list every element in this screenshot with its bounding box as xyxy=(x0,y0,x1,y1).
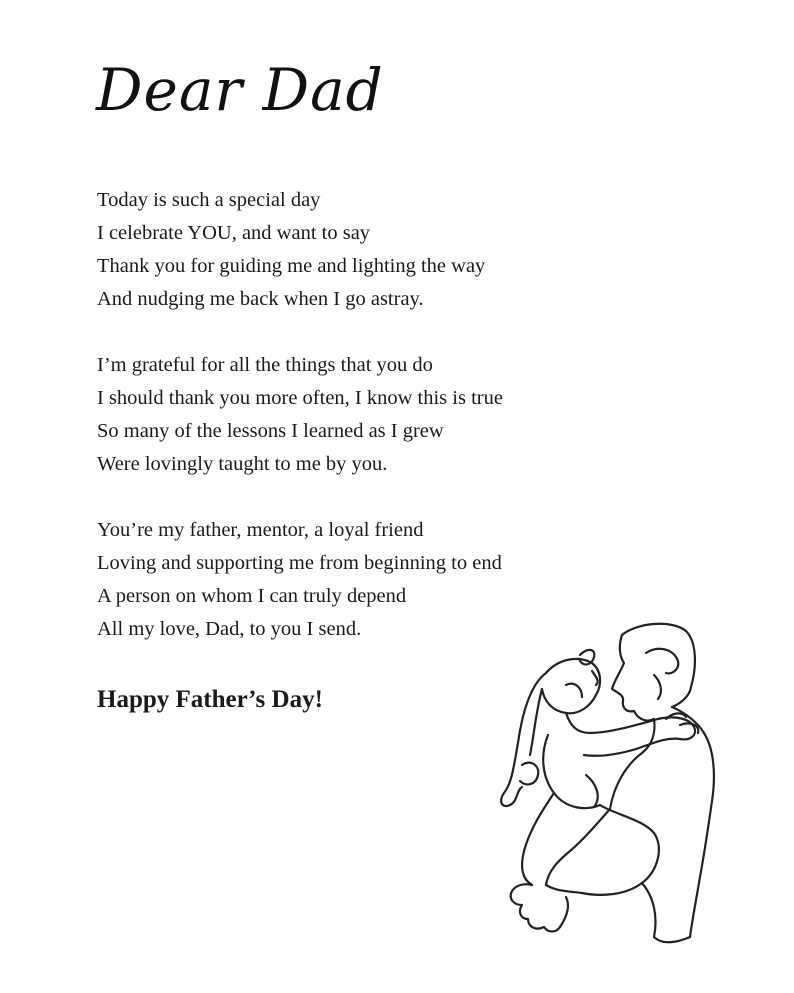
poem-line: And nudging me back when I go astray. xyxy=(97,288,424,310)
poem-stanza xyxy=(97,349,657,481)
poem-line: Loving and supporting me from beginning to end xyxy=(97,552,502,574)
page-title: Dear Dad xyxy=(96,56,384,124)
poem-line: Were lovingly taught to me by you. xyxy=(97,453,388,475)
poem xyxy=(97,184,657,679)
poem-line: I’m grateful for all the things that you do xyxy=(97,354,433,376)
poem-stanza xyxy=(97,184,657,316)
closing-greeting: Happy Father’s Day! xyxy=(97,686,323,713)
father-hugging-child-line-art-icon xyxy=(486,615,758,955)
poem-line: A person on whom I can truly depend xyxy=(97,585,407,607)
poem-line: Today is such a special day xyxy=(97,189,321,211)
poem-line: So many of the lessons I learned as I grew xyxy=(97,420,444,442)
poem-line: You’re my father, mentor, a loyal friend xyxy=(97,519,424,541)
poem-line: I should thank you more often, I know this is true xyxy=(97,387,503,409)
poem-line: I celebrate YOU, and want to say xyxy=(97,222,371,244)
poem-line: All my love, Dad, to you I send. xyxy=(97,618,362,640)
poem-line: Thank you for guiding me and lighting the way xyxy=(97,255,486,277)
